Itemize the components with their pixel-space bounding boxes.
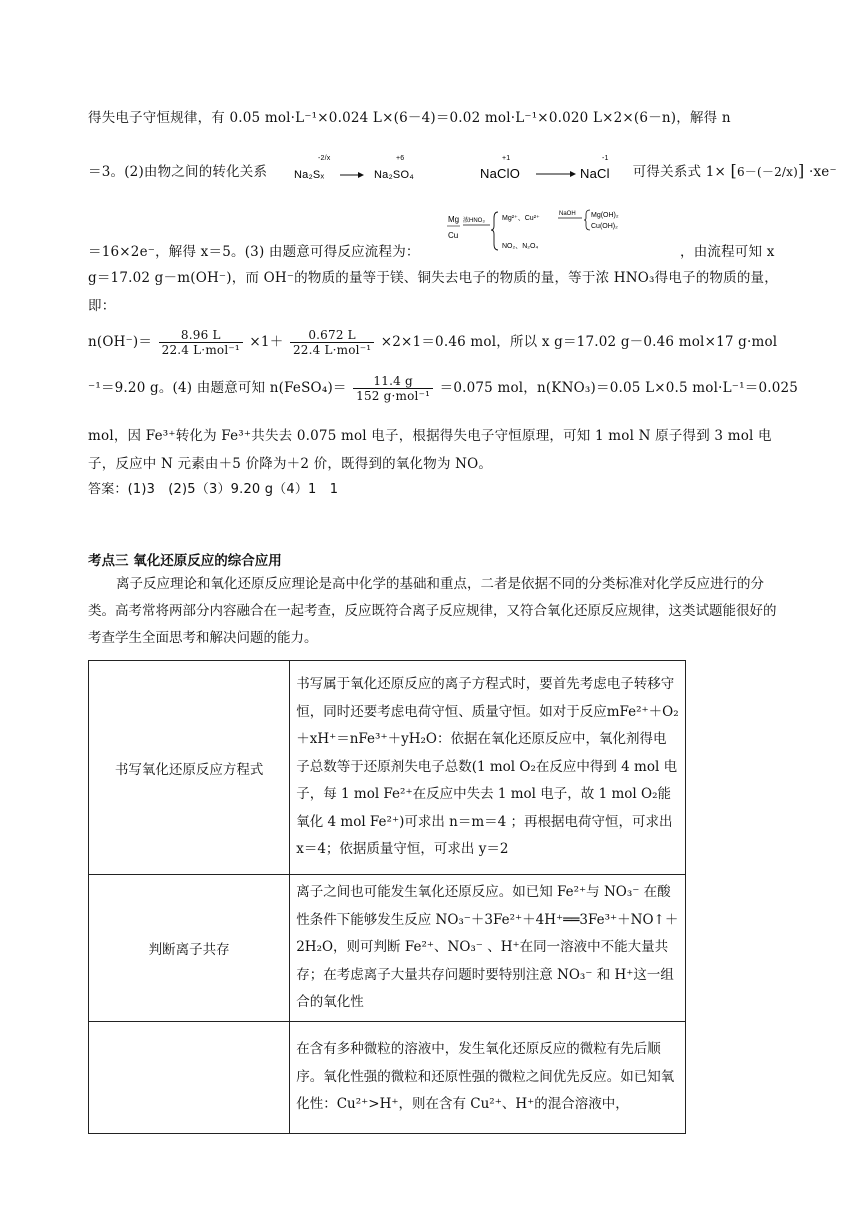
bracket-expression: [6－(－2/x)]	[730, 161, 805, 180]
flow-naoh-label: NaOH	[559, 211, 576, 217]
solution-line-6-text-c: ×2×1＝0.46 mol，所以 x g＝17.02 g－0.46 mol×17 g·mol	[380, 334, 778, 350]
fraction-oh-1	[159, 328, 243, 357]
solution-line-2-text-c: ·xe⁻	[808, 164, 837, 180]
solution-line-2-text-b: 可得关系式 1×	[632, 164, 727, 180]
sulfur-conversion-diagram	[290, 150, 430, 190]
flow-mgoh-label: Mg(OH)₂	[591, 212, 619, 219]
na2sx-label: Na₂Sₓ	[293, 169, 324, 181]
flow-brace-2	[584, 210, 590, 230]
fraction-oh-2	[290, 328, 374, 357]
solution-line-6-text-b: ×1＋	[249, 334, 284, 350]
fraction-oh-1-denominator: 22.4 L·mol⁻¹	[161, 343, 240, 357]
table-row	[89, 875, 686, 1022]
table-row-label	[89, 1022, 290, 1134]
solution-line-1: 得失电子守恒规律，有 0.05 mol·L⁻¹×0.024 L×(6－4)＝0.02 mol·L⁻¹×0.020 L×2×(6－n)，解得 n	[88, 110, 731, 126]
solution-line-2	[88, 150, 837, 190]
section-paragraph	[88, 571, 778, 652]
flow-cu-label: Cu	[448, 231, 459, 240]
cl-charge-2-label: -1	[602, 155, 609, 162]
solution-line-9: 子，反应中 N 元素由＋5 价降为＋2 价，既得到的氧化物为 NO。	[88, 456, 493, 472]
chlorine-conversion-diagram	[478, 150, 628, 190]
flow-gas-label: NO₂、N₂O₄	[502, 243, 539, 250]
na2so4-label: Na₂SO₄	[373, 169, 414, 181]
conversion-arrowhead-1	[358, 172, 364, 178]
table-row-label: 判断离子共存	[89, 875, 290, 1022]
table-row-label: 书写氧化还原反应方程式	[89, 661, 290, 875]
table-row-content: 书写属于氧化还原反应的离子方程式时，要首先考虑电子转移守恒，同时还要考虑电荷守恒、质量守恒。如对于反应mFe²⁺＋O₂＋xH⁺＝nFe³⁺＋yH₂O：依据在氧化还原反应中，氧化剂得电子总数等于还原剂失电子总数(1 mol O₂在反应中得到 4 mol 电子，每 1 mol Fe²⁺在反应中失去 1 mol 电子，故 1 mol O₂能氧化 4 mol Fe²⁺)可求出 n＝m＝4 ；再根据电荷守恒，可求出 x＝4；依据质量守恒，可求出 y＝2	[290, 661, 686, 875]
fraction-feso4	[353, 374, 433, 403]
section-heading: 考点三 氧化还原反应的综合应用	[88, 553, 282, 569]
flow-mg-label: Mg	[448, 215, 460, 224]
fraction-feso4-denominator: 152 g·mol⁻¹	[356, 389, 431, 403]
fraction-oh-2-numerator: 0.672 L	[290, 328, 374, 343]
flow-brace	[491, 212, 498, 250]
s-charge-label: -2/x	[317, 155, 331, 162]
reaction-flow-diagram	[446, 208, 666, 256]
nacl-label: NaCl	[580, 166, 610, 181]
table-row	[89, 661, 686, 875]
table-row-content: 离子之间也可能发生氧化还原反应。如已知 Fe²⁺与 NO₃⁻ 在酸性条件下能够发生反应 NO₃⁻＋3Fe²⁺＋4H⁺══3Fe³⁺＋NO↑＋2H₂O，则可判断 Fe²⁺、NO₃⁻ 、H⁺在同一溶液中不能大量共存；在考虑离子大量共存问题时要特别注意 NO₃⁻ 和 H⁺这一组合的氧化性	[290, 875, 686, 1022]
conversion-arrowhead-2	[570, 171, 576, 177]
solution-line-8: mol，因 Fe³⁺转化为 Fe³⁺共失去 0.075 mol 电子，根据得失电子守恒原理，可知 1 mol N 原子得到 3 mol 电	[88, 428, 772, 444]
solution-line-3-text-b: ，由流程可知 x	[680, 244, 775, 260]
solution-line-7	[88, 374, 798, 403]
solution-line-7-text-b: ＝0.075 mol，n(KNO₃)＝0.05 L×0.5 mol·L⁻¹＝0.025	[439, 380, 799, 396]
flow-cuoh-label: Cu(OH)₂	[591, 223, 618, 230]
solution-line-7-text-a: ⁻¹＝9.20 g。(4) 由题意可知 n(FeSO₄)＝	[88, 380, 347, 396]
section-paragraph-text: 离子反应理论和氧化还原反应理论是高中化学的基础和重点，二者是依据不同的分类标准对化学反应进行的分类。高考常将两部分内容融合在一起考查，反应既符合离子反应规律，又符合氧化还原反应规律，这类试题能很好的考查学生全面思考和解决问题的能力。	[88, 576, 777, 646]
table-row	[89, 1022, 686, 1134]
naclo-label: NaClO	[480, 166, 521, 181]
solution-line-3-text-a: ＝16×2e⁻，解得 x＝5。(3) 由题意可得反应流程为：	[88, 244, 420, 260]
solution-line-4: g＝17.02 g－m(OH⁻)，而 OH⁻的物质的量等于镁、铜失去电子的物质的量，等于浓 HNO₃得电子的物质的量，	[88, 270, 778, 286]
fraction-oh-2-denominator: 22.4 L·mol⁻¹	[292, 343, 372, 357]
solution-line-6	[88, 328, 777, 357]
flow-hno3-label: 浓HNO₃	[463, 218, 485, 224]
solution-line-6-text-a: n(OH⁻)＝	[88, 334, 153, 350]
answer-line: 答案：(1)3 (2)5（3）9.20 g（4）1 1	[88, 482, 339, 497]
fraction-feso4-numerator: 11.4 g	[353, 374, 433, 389]
table-row-content: 在含有多种微粒的溶液中，发生氧化还原反应的微粒有先后顺序。氧化性强的微粒和还原性强的微粒之间优先反应。如已知氧化性：Cu²⁺>H⁺，则在含有 Cu²⁺、H⁺的混合溶液中，	[290, 1022, 686, 1134]
fraction-oh-1-numerator: 8.96 L	[159, 328, 243, 343]
so4-charge-label: +6	[395, 155, 405, 162]
solution-line-3	[88, 240, 420, 260]
concept-table	[88, 660, 686, 1134]
cl-charge-1-label: +1	[502, 155, 511, 162]
solution-line-5: 即：	[88, 298, 116, 314]
solution-line-2-text-a: ＝3。(2)由物之间的转化关系	[88, 164, 268, 180]
flow-ions-label: Mg²⁺、Cu²⁺	[502, 215, 540, 222]
